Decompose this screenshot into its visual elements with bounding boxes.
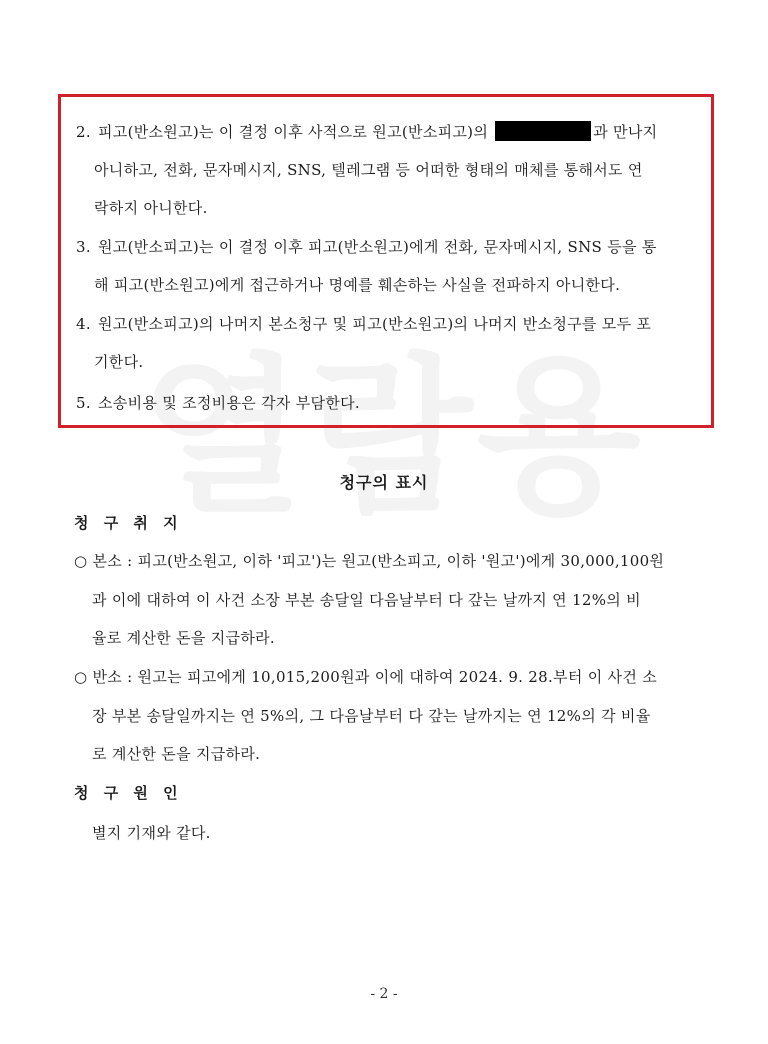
- item-text: 원고(반소피고)의 나머지 본소청구 및 피고(반소원고)의 나머지 반소청구를 모두 포: [98, 315, 652, 333]
- cause-title: 청 구 원 인: [74, 784, 183, 802]
- cause-text: 별지 기재와 같다.: [92, 824, 211, 842]
- purpose-title: 청 구 취 지: [74, 514, 183, 532]
- settlement-item-4-line2: 기한다.: [94, 353, 144, 371]
- main-claim-line2: 과 이에 대하여 이 사건 소장 부본 송달일 다음날부터 다 갚는 날까지 연 12%의 비: [92, 591, 641, 609]
- main-claim-line1: ○ 본소 : 피고(반소원고, 이하 '피고')는 원고(반소피고, 이하 '원고')에게 30,000,100원: [74, 552, 665, 570]
- counter-claim-line3: 로 계산한 돈을 지급하라.: [92, 745, 261, 763]
- main-claim-line3: 율로 계산한 돈을 지급하라.: [92, 629, 275, 647]
- counter-claim-line2: 장 부본 송달일까지는 연 5%의, 그 다음날부터 다 갚는 날까지는 연 12%의 각 비율: [92, 707, 651, 725]
- item-text: 원고(반소피고)는 이 결정 이후 피고(반소원고)에게 전화, 문자메시지, SNS 등을 통: [98, 238, 657, 256]
- item-number: 5.: [76, 394, 91, 412]
- highlight-box: [58, 94, 714, 428]
- settlement-item-2-line1: [76, 121, 657, 142]
- item-number: 4.: [76, 315, 91, 333]
- claim-heading: 청구의 표시: [339, 473, 429, 492]
- settlement-item-4-line1: [76, 313, 651, 334]
- settlement-item-3-line2: 해 피고(반소원고)에게 접근하거나 명예를 훼손하는 사실을 전파하지 아니한다.: [94, 276, 621, 294]
- counter-claim-line1: ○ 반소 : 원고는 피고에게 10,015,200원과 이에 대하여 2024. 9. 28.부터 이 사건 소: [74, 668, 658, 686]
- item-number: 3.: [76, 238, 91, 256]
- settlement-item-2-line3: 락하지 아니한다.: [94, 199, 208, 217]
- item-text: 과 만나지: [593, 123, 658, 141]
- redaction-block: [495, 121, 591, 141]
- item-text: 소송비용 및 조정비용은 각자 부담한다.: [98, 394, 360, 412]
- page-number: - 2 -: [370, 986, 398, 1002]
- settlement-item-3-line1: [76, 236, 657, 257]
- item-text: 피고(반소원고)는 이 결정 이후 사적으로 원고(반소피고)의: [98, 123, 494, 141]
- settlement-item-5-line1: [76, 392, 360, 413]
- item-number: 2.: [76, 123, 91, 141]
- settlement-item-2-line2: 아니하고, 전화, 문자메시지, SNS, 텔레그램 등 어떠한 형태의 매체를 통해서도 연: [94, 161, 643, 179]
